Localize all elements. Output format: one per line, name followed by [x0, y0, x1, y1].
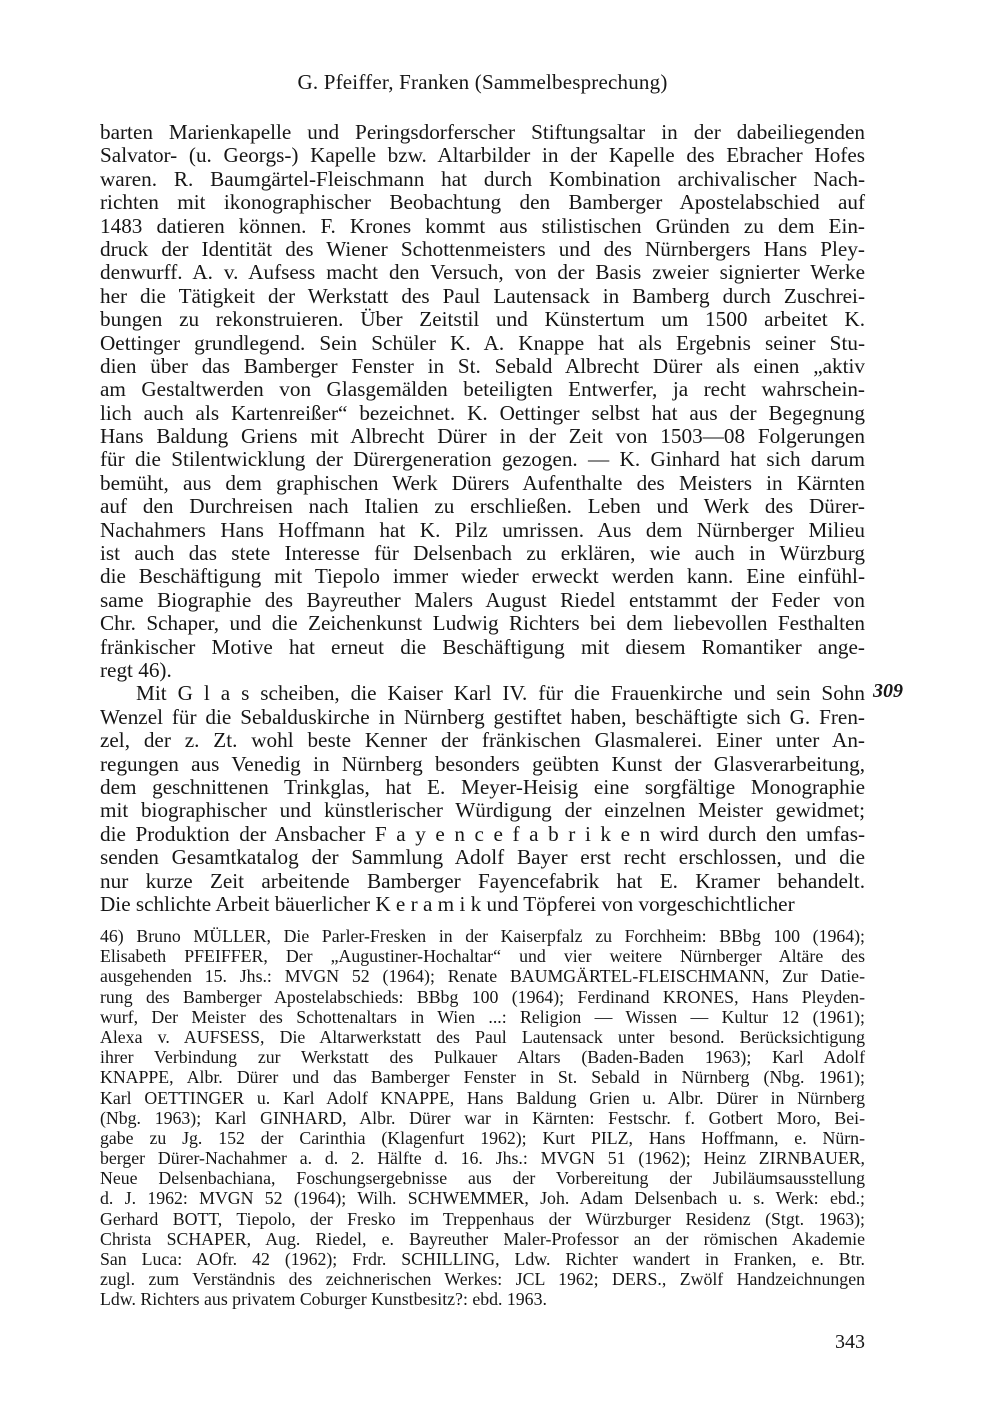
footnote-line: Elisabeth PFEIFFER, Der „Augustiner-Hochaltar“ und vier weitere Nürnberger Altäre des: [100, 946, 865, 967]
footnote-line: San Luca: AOfr. 42 (1962); Frdr. SCHILLING, Ldw. Richter wandert in Franken, e. Btr.: [100, 1249, 865, 1269]
body-line: 1483 datieren können. F. Krones kommt aus stilistischen Gründen zu dem Ein-: [100, 213, 865, 238]
body-line: denwurff. A. v. Aufsess macht den Versuch, von der Basis zweier signierter Werke: [100, 260, 865, 285]
body-line: dien über das Bamberger Fenster in St. Sebald Albrecht Dürer als einen „aktiv: [100, 353, 865, 378]
footnote-line: KNAPPE, Albr. Dürer und das Bamberger Fenster in St. Sebald in Nürnberg (Nbg. 1961);: [100, 1067, 865, 1088]
body-line: dem geschnittenen Trinkglas, hat E. Meyer-Heisig eine sorgfältige Monographie: [100, 774, 865, 799]
body-line: die Beschäftigung mit Tiepolo immer wieder erweckt werden kann. Eine einfühl-: [100, 564, 865, 589]
footnote-line: gabe zu Jg. 152 der Carinthia (Klagenfurt 1962); Kurt PILZ, Hans Hoffmann, e. Nürn-: [100, 1127, 865, 1148]
body-line: regungen aus Venedig in Nürnberg besonders geübten Kunst der Glasverarbeitung,: [100, 751, 865, 776]
body-line: für die Stilentwicklung der Dürergeneration gezogen. — K. Ginhard hat sich darum: [100, 447, 865, 472]
body-line: Wenzel für die Sebalduskirche in Nürnberg gestiftet haben, beschäftigte sich G. Fren-: [100, 704, 865, 729]
body-line: bemüht, aus dem graphischen Werk Dürers Aufenthalte des Meisters in Kärnten: [100, 470, 865, 495]
body-line: Chr. Schaper, und die Zeichenkunst Ludwig Richters bei dem liebevollen Festhalten: [100, 611, 865, 636]
body-line: fränkischer Motive hat erneut die Beschäftigung mit diesem Romantiker ange-: [100, 634, 865, 659]
footnote-line: Ldw. Richters aus privatem Coburger Kunstbesitz?: ebd. 1963.: [100, 1289, 547, 1310]
footnote-line: ihrer Verbindung zur Werkstatt des Pulkauer Altars (Baden-Baden 1963); Karl Adolf: [100, 1047, 865, 1068]
body-line: Mit G l a s scheiben, die Kaiser Karl IV. für die Frauenkirche und sein Sohn: [136, 681, 865, 706]
footnote-line: Neue Delsenbachiana, Foschungsergebnisse aus der Vorbereitung der Jubiläumsausstellung: [100, 1168, 865, 1189]
footnote-line: Gerhard BOTT, Tiepolo, der Fresko im Treppenhaus der Würzburger Residenz (Stgt. 1963);: [100, 1208, 865, 1229]
body-line: Salvator- (u. Georgs-) Kapelle bzw. Altarbilder in der Kapelle des Ebracher Hofes: [100, 143, 865, 168]
body-line: waren. R. Baumgärtel-Fleischmann hat durch Kombination archivalischer Nach-: [100, 166, 865, 191]
body-line: zel, der z. Zt. wohl beste Kenner der fränkischen Glasmalerei. Einer unter An-: [100, 728, 865, 753]
footnote-line: (Nbg. 1963); Karl GINHARD, Albr. Dürer war in Kärnten: Festschr. f. Gotbert Moro, Bei-: [100, 1107, 865, 1128]
body-line: richten mit ikonographischer Beobachtung den Bamberger Apostelabschied auf: [100, 190, 865, 215]
body-line: Oettinger grundlegend. Sein Schüler K. A. Knappe hat als Ergebnis seiner Stu-: [100, 330, 865, 355]
body-line: Die schlichte Arbeit bäuerlicher K e r a m i k und Töpferei von vorgeschichtlicher: [100, 891, 795, 916]
body-line: druck der Identität des Wiener Schottenmeisters und des Nürnbergers Hans Pley-: [100, 236, 865, 261]
page-number: 343: [835, 1331, 865, 1353]
footnote-line: ausgehenden 15. Jhs.: MVGN 52 (1964); Renate BAUMGÄRTEL-FLEISCHMANN, Zur Datie-: [100, 966, 865, 987]
footnote-line: wurf, Der Meister des Schottenaltars in Wien ...: Religion — Wissen — Kultur 12 (1961);: [100, 1006, 865, 1027]
body-line: barten Marienkapelle und Peringsdorferscher Stiftungsaltar in der dabeiliegenden: [100, 120, 865, 144]
body-line: her die Tätigkeit der Werkstatt des Paul Lautensack in Bamberg durch Zuschrei-: [100, 283, 865, 308]
footnote-line: Karl OETTINGER u. Karl Adolf KNAPPE, Hans Baldung Grien u. Albr. Dürer in Nürnberg: [100, 1087, 865, 1108]
footnotes: [100, 926, 865, 1310]
body-line: nur kurze Zeit arbeitende Bamberger Fayencefabrik hat E. Kramer behandelt.: [100, 868, 865, 893]
body-line: mit biographischer und künstlerischer Würdigung der einzelnen Meister gewidmet;: [100, 798, 865, 823]
body-line: die Produktion der Ansbacher F a y e n c e f a b r i k e n wird durch den umfas-: [100, 821, 865, 846]
margin-page-reference: 309: [873, 680, 903, 702]
body-text: [100, 121, 865, 916]
running-header: G. Pfeiffer, Franken (Sammelbesprechung): [297, 70, 668, 94]
body-line: ist auch das stete Interesse für Delsenbach zu erklären, wie auch in Würzburg: [100, 541, 865, 566]
footnote-line: Christa SCHAPER, Aug. Riedel, e. Bayreuther Maler-Professor an der römischen Akademie: [100, 1228, 865, 1249]
body-line: lich auch als Kartenreißer“ bezeichnet. K. Oettinger selbst hat aus der Begegnung: [100, 400, 865, 425]
body-line: senden Gesamtkatalog der Sammlung Adolf Bayer erst recht erschlossen, und die: [100, 845, 865, 870]
footnote-line: rung des Bamberger Apostelabschieds: BBbg 100 (1964); Ferdinand KRONES, Hans Pleyden-: [100, 986, 865, 1007]
body-line: Hans Baldung Griens mit Albrecht Dürer in der Zeit von 1503—08 Folgerungen: [100, 424, 865, 449]
body-line: same Biographie des Bayreuther Malers August Riedel entstammt der Feder von: [100, 587, 865, 612]
body-line: regt 46).: [100, 657, 172, 682]
footnote-line: d. J. 1962: MVGN 52 (1964); Wilh. SCHWEMMER, Joh. Adam Delsenbach u. s. Werk: ebd.;: [100, 1188, 865, 1209]
body-line: am Gestaltwerden von Glasgemälden beteiligten Entwerfer, ja recht wahrschein-: [100, 377, 865, 402]
footnote-line: Alexa v. AUFSESS, Die Altarwerkstatt des Paul Lautensack unter besond. Berücksichtigung: [100, 1026, 865, 1047]
footnote-line: 46) Bruno MÜLLER, Die Parler-Fresken in der Kaiserpfalz zu Forchheim: BBbg 100 (1964);: [100, 926, 865, 946]
body-line: bungen zu rekonstruieren. Über Zeitstil und Künstertum um 1500 arbeitet K.: [100, 307, 865, 332]
body-line: auf den Durchreisen nach Italien zu erschließen. Leben und Werk des Dürer-: [100, 494, 865, 519]
footnote-line: zugl. zum Verständnis des zeichnerischen Werkes: JCL 1962; DERS., Zwölf Handzeichnungen: [100, 1269, 865, 1290]
footnote-line: berger Dürer-Nachahmer a. d. 2. Hälfte d. 16. Jhs.: MVGN 51 (1962); Heinz ZIRNBAUER,: [100, 1148, 865, 1169]
body-line: Nachahmers Hans Hoffmann hat K. Pilz umrissen. Aus dem Nürnberger Milieu: [100, 517, 865, 542]
